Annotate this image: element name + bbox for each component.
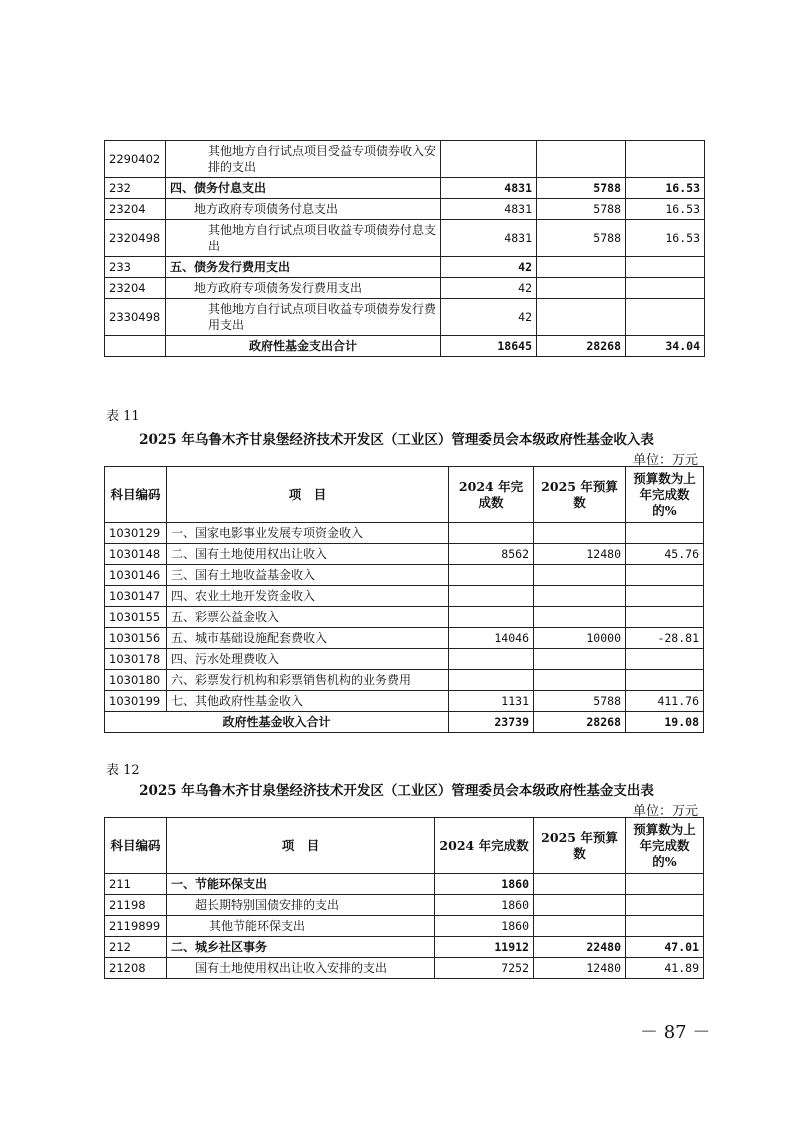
- item-name: 四、污水处理费收入: [167, 649, 449, 670]
- subject-code: 23204: [105, 199, 166, 220]
- page-number: － 87 －: [640, 1022, 711, 1043]
- table-row: [105, 178, 705, 199]
- value-2025: [537, 257, 626, 278]
- subject-code: 21208: [105, 958, 167, 979]
- value-2025: 22480: [534, 937, 626, 958]
- total-row: [105, 712, 704, 733]
- value-2024: [449, 649, 534, 670]
- header-2025: 2025 年预算数: [534, 818, 626, 874]
- table-row: [105, 607, 704, 628]
- subject-code: 1030146: [105, 565, 167, 586]
- value-pct: 45.76: [626, 544, 704, 565]
- table-row: [105, 299, 705, 336]
- value-pct: 47.01: [626, 937, 704, 958]
- value-2024: [449, 607, 534, 628]
- subject-code: 1030180: [105, 670, 167, 691]
- value-2025: [534, 649, 626, 670]
- total-2025: 28268: [534, 712, 626, 733]
- table-row: [105, 958, 704, 979]
- item-name: 六、彩票发行机构和彩票销售机构的业务费用: [167, 670, 449, 691]
- expenditure-table: [104, 817, 704, 979]
- item-name: 二、国有土地使用权出让收入: [167, 544, 449, 565]
- item-name: 地方政府专项债务发行费用支出: [166, 278, 441, 299]
- table-row: [105, 916, 704, 937]
- value-2024: [449, 523, 534, 544]
- value-2025: 5788: [537, 178, 626, 199]
- value-pct: [626, 586, 704, 607]
- value-2025: [534, 607, 626, 628]
- value-2025: 12480: [534, 958, 626, 979]
- table-row: [105, 691, 704, 712]
- empty-cell: [105, 336, 166, 357]
- value-pct: [626, 895, 704, 916]
- table-row: [105, 628, 704, 649]
- value-pct: [626, 299, 705, 336]
- table-row: [105, 141, 705, 178]
- table11-unit: 单位：万元: [633, 453, 699, 468]
- table12-unit: 单位：万元: [633, 804, 699, 819]
- value-pct: [626, 607, 704, 628]
- value-2025: [534, 565, 626, 586]
- value-2025: [534, 874, 626, 895]
- item-name: 四、农业土地开发资金收入: [167, 586, 449, 607]
- total-label: 政府性基金支出合计: [166, 336, 441, 357]
- header-2024: 2024 年完成数: [449, 467, 534, 523]
- value-2025: [534, 670, 626, 691]
- item-name: 五、城市基础设施配套费收入: [167, 628, 449, 649]
- value-2024: 42: [441, 278, 537, 299]
- subject-code: 2290402: [105, 141, 166, 178]
- table-row: [105, 220, 705, 257]
- subject-code: 212: [105, 937, 167, 958]
- value-2024: [441, 141, 537, 178]
- subject-code: 1030147: [105, 586, 167, 607]
- subject-code: 23204: [105, 278, 166, 299]
- table-row: [105, 257, 705, 278]
- header-item: 项 目: [167, 467, 449, 523]
- value-2025: [537, 278, 626, 299]
- value-pct: [626, 257, 705, 278]
- value-2025: 5788: [537, 199, 626, 220]
- header-2024: 2024 年完成数: [435, 818, 534, 874]
- table-row: [105, 278, 705, 299]
- value-pct: 16.53: [626, 220, 705, 257]
- value-2025: [537, 141, 626, 178]
- table11-label: 表 11: [106, 409, 140, 424]
- value-pct: [626, 523, 704, 544]
- subject-code: 233: [105, 257, 166, 278]
- value-pct: [626, 916, 704, 937]
- subject-code: 21198: [105, 895, 167, 916]
- subject-code: 1030156: [105, 628, 167, 649]
- value-2025: [537, 299, 626, 336]
- value-pct: 411.76: [626, 691, 704, 712]
- header-pct: 预算数为上年完成数的%: [626, 467, 704, 523]
- subject-code: 2119899: [105, 916, 167, 937]
- value-pct: [626, 874, 704, 895]
- revenue-table: [104, 466, 704, 733]
- item-name: 其他节能环保支出: [167, 916, 435, 937]
- value-2024: 4831: [441, 178, 537, 199]
- value-2024: [449, 565, 534, 586]
- header-code: 科目编码: [105, 467, 167, 523]
- table11-title: 2025 年乌鲁木齐甘泉堡经济技术开发区（工业区）管理委员会本级政府性基金收入表: [139, 432, 654, 448]
- item-name: 超长期特别国债安排的支出: [167, 895, 435, 916]
- value-2025: 10000: [534, 628, 626, 649]
- subject-code: 2330498: [105, 299, 166, 336]
- item-name: 一、节能环保支出: [167, 874, 435, 895]
- value-2024: 11912: [435, 937, 534, 958]
- value-2024: 1860: [435, 874, 534, 895]
- total-pct: 34.04: [626, 336, 705, 357]
- table-row: [105, 586, 704, 607]
- value-2024: 42: [441, 299, 537, 336]
- total-label: 政府性基金收入合计: [105, 712, 449, 733]
- value-2025: 5788: [537, 220, 626, 257]
- table-row: [105, 937, 704, 958]
- value-2024: 1860: [435, 916, 534, 937]
- table-row: [105, 199, 705, 220]
- value-2025: [534, 523, 626, 544]
- subject-code: 1030155: [105, 607, 167, 628]
- table-row: [105, 565, 704, 586]
- value-2024: [449, 586, 534, 607]
- value-2025: [534, 586, 626, 607]
- total-2024: 23739: [449, 712, 534, 733]
- value-2024: 14046: [449, 628, 534, 649]
- subject-code: 1030129: [105, 523, 167, 544]
- item-name: 三、国有土地收益基金收入: [167, 565, 449, 586]
- value-pct: [626, 649, 704, 670]
- value-pct: -28.81: [626, 628, 704, 649]
- value-pct: [626, 670, 704, 691]
- value-pct: 16.53: [626, 178, 705, 199]
- value-pct: [626, 565, 704, 586]
- value-2024: 7252: [435, 958, 534, 979]
- item-name: 一、国家电影事业发展专项资金收入: [167, 523, 449, 544]
- table-row: [105, 544, 704, 565]
- value-2024: 4831: [441, 199, 537, 220]
- value-2025: 12480: [534, 544, 626, 565]
- table-row: [105, 523, 704, 544]
- total-row: [105, 336, 705, 357]
- item-name: 七、其他政府性基金收入: [167, 691, 449, 712]
- table12-title: 2025 年乌鲁木齐甘泉堡经济技术开发区（工业区）管理委员会本级政府性基金支出表: [139, 783, 654, 799]
- item-name: 四、债务付息支出: [166, 178, 441, 199]
- total-pct: 19.08: [626, 712, 704, 733]
- value-2024: 8562: [449, 544, 534, 565]
- value-2024: [449, 670, 534, 691]
- table-row: [105, 649, 704, 670]
- table12-label: 表 12: [106, 763, 140, 778]
- subject-code: 1030148: [105, 544, 167, 565]
- item-name: 其他地方自行试点项目收益专项债券发行费用支出: [166, 299, 441, 336]
- subject-code: 1030199: [105, 691, 167, 712]
- value-pct: 41.89: [626, 958, 704, 979]
- item-name: 五、债务发行费用支出: [166, 257, 441, 278]
- header-code: 科目编码: [105, 818, 167, 874]
- expenditure-table-continued: [104, 140, 705, 357]
- value-pct: [626, 278, 705, 299]
- table-row: [105, 895, 704, 916]
- value-2025: 5788: [534, 691, 626, 712]
- value-2024: 42: [441, 257, 537, 278]
- subject-code: 1030178: [105, 649, 167, 670]
- value-pct: 16.53: [626, 199, 705, 220]
- subject-code: 232: [105, 178, 166, 199]
- value-pct: [626, 141, 705, 178]
- header-item: 项 目: [167, 818, 435, 874]
- item-name: 国有土地使用权出让收入安排的支出: [167, 958, 435, 979]
- table-row: [105, 874, 704, 895]
- value-2024: 1131: [449, 691, 534, 712]
- value-2024: 1860: [435, 895, 534, 916]
- item-name: 其他地方自行试点项目收益专项债券付息支出: [166, 220, 441, 257]
- item-name: 地方政府专项债务付息支出: [166, 199, 441, 220]
- item-name: 其他地方自行试点项目受益专项债券收入安排的支出: [166, 141, 441, 178]
- header-pct: 预算数为上年完成数的%: [626, 818, 704, 874]
- subject-code: 211: [105, 874, 167, 895]
- item-name: 五、彩票公益金收入: [167, 607, 449, 628]
- total-2025: 28268: [537, 336, 626, 357]
- subject-code: 2320498: [105, 220, 166, 257]
- item-name: 二、城乡社区事务: [167, 937, 435, 958]
- table-row: [105, 670, 704, 691]
- value-2024: 4831: [441, 220, 537, 257]
- header-2025: 2025 年预算数: [534, 467, 626, 523]
- value-2025: [534, 916, 626, 937]
- total-2024: 18645: [441, 336, 537, 357]
- value-2025: [534, 895, 626, 916]
